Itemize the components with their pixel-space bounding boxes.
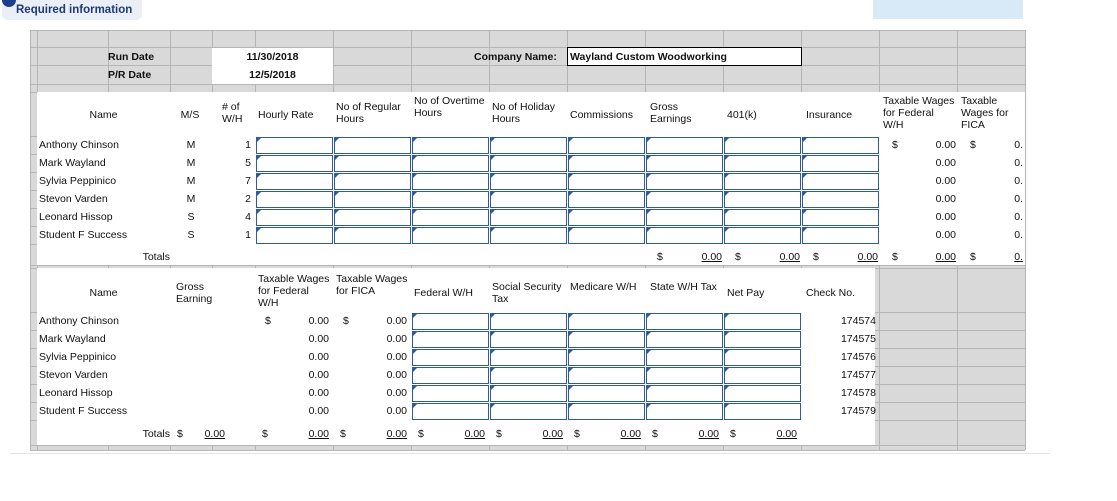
employee-name: Student F Success (39, 229, 128, 241)
input-overtime-hours[interactable] (412, 209, 489, 226)
t2-total-social: 0.00 (542, 428, 563, 440)
t1-total-insurance-currency: $ (813, 251, 819, 263)
grid-row-line (30, 65, 1025, 66)
input-401k[interactable] (724, 155, 801, 172)
input-hourly-rate[interactable] (256, 155, 333, 172)
input-holiday-hours[interactable] (490, 173, 567, 190)
marital-status: M (186, 139, 196, 151)
input-state-wh-tax[interactable] (646, 313, 723, 330)
input-state-wh-tax[interactable] (646, 367, 723, 384)
taxable-federal-value: 0.00 (935, 139, 956, 151)
t2-total-tax_fed-currency: $ (262, 428, 268, 440)
input-social-security-tax[interactable] (490, 349, 567, 366)
input-insurance[interactable] (802, 191, 879, 208)
input-insurance[interactable] (802, 173, 879, 190)
input-federal-wh[interactable] (412, 403, 489, 420)
t2-total-gross-currency: $ (177, 428, 183, 440)
grid-row-line (30, 450, 1025, 451)
employee-name: Stevon Varden (39, 369, 108, 381)
input-federal-wh[interactable] (412, 349, 489, 366)
grid-row-line (30, 47, 1025, 48)
input-state-wh-tax[interactable] (646, 385, 723, 402)
t2-header-taxable-fica: Taxable Wages for FICA (336, 273, 408, 297)
company-name-value: Wayland Custom Woodworking (570, 51, 727, 63)
employee-name: Stevon Varden (39, 193, 108, 205)
t1-total-taxfica-currency: $ (970, 251, 976, 263)
input-gross-earnings[interactable] (646, 227, 723, 244)
employee-name: Sylvia Peppinico (39, 175, 117, 187)
marital-status: M (186, 175, 196, 187)
input-social-security-tax[interactable] (490, 367, 567, 384)
t1-header-holiday: No of Holiday Hours (492, 101, 556, 125)
t1-total-gross: 0.00 (701, 251, 722, 263)
check-number: 174576 (840, 351, 876, 363)
marital-status: M (186, 157, 196, 169)
input-regular-hours[interactable] (334, 209, 411, 226)
input-holiday-hours[interactable] (490, 191, 567, 208)
input-social-security-tax[interactable] (490, 331, 567, 348)
check-number: 174577 (840, 369, 876, 381)
input-overtime-hours[interactable] (412, 155, 489, 172)
input-regular-hours[interactable] (334, 173, 411, 190)
input-gross-earnings[interactable] (646, 191, 723, 208)
input-net-pay[interactable] (724, 331, 801, 348)
t2-header-social: Social Security Tax (492, 281, 562, 305)
employee-name: Leonard Hissop (39, 211, 113, 223)
taxable-federal-value: 0.00 (935, 157, 956, 169)
taxable-fica-value: 0. (1014, 211, 1023, 223)
withholding-count: 1 (245, 139, 251, 151)
t1-header-commissions: Commissions (570, 109, 634, 121)
t2-header-check: Check No. (806, 287, 856, 299)
taxable-fica-value: 0. (1014, 139, 1023, 151)
employee-name: Anthony Chinson (39, 139, 119, 151)
t2-header-medicare: Medicare W/H (570, 281, 637, 293)
taxable-fica-value: 0.00 (386, 315, 407, 327)
taxable-fica-value: 0.00 (386, 369, 407, 381)
input-insurance[interactable] (802, 155, 879, 172)
t2-total-state-currency: $ (652, 428, 658, 440)
t2-totals-label: Totals (142, 428, 170, 440)
taxable-fica-value: 0. (1014, 193, 1023, 205)
input-social-security-tax[interactable] (490, 403, 567, 420)
taxable-federal-value: 0.00 (935, 211, 956, 223)
taxable-fica-value: 0.00 (386, 351, 407, 363)
grid-col-line (30, 30, 31, 450)
input-medicare-wh[interactable] (568, 367, 645, 384)
employee-name: Leonard Hissop (39, 387, 113, 399)
t1-total-taxfed-currency: $ (892, 251, 898, 263)
required-information-badge (2, 0, 142, 20)
t2-total-state: 0.00 (698, 428, 719, 440)
taxable-federal-value: 0.00 (935, 193, 956, 205)
taxable-fica-value: 0. (1014, 157, 1023, 169)
t1-taxfica-currency: $ (970, 139, 976, 151)
input-federal-wh[interactable] (412, 385, 489, 402)
t2-total-federal: 0.00 (464, 428, 485, 440)
input-hourly-rate[interactable] (256, 209, 333, 226)
marital-status: S (187, 211, 195, 223)
t1-header-gross: Gross Earnings (650, 101, 692, 125)
t2-total-medicare-currency: $ (574, 428, 580, 440)
payroll-worksheet (30, 30, 1025, 450)
taxable-federal-value: 0.00 (308, 315, 329, 327)
employee-name: Sylvia Peppinico (39, 351, 117, 363)
input-commissions[interactable] (568, 209, 645, 226)
taxable-fica-value: 0. (1014, 175, 1023, 187)
check-number: 174579 (840, 405, 876, 417)
run-date-label: Run Date (108, 51, 155, 63)
taxable-federal-value: 0.00 (935, 229, 956, 241)
input-medicare-wh[interactable] (568, 331, 645, 348)
marital-status: M (186, 193, 196, 205)
input-gross-earnings[interactable] (646, 173, 723, 190)
input-gross-earnings[interactable] (646, 137, 723, 154)
input-regular-hours[interactable] (334, 155, 411, 172)
taxable-federal-value: 0.00 (308, 333, 329, 345)
t1-header-insurance: Insurance (806, 109, 853, 121)
input-medicare-wh[interactable] (568, 313, 645, 330)
input-regular-hours[interactable] (334, 137, 411, 154)
pr-date-value: 12/5/2018 (249, 69, 296, 81)
t1-header-401k: 401(k) (727, 109, 757, 121)
t1-totals-label: Totals (142, 251, 170, 263)
t2-header-name: Name (89, 287, 118, 299)
input-401k[interactable] (724, 191, 801, 208)
t2-header-taxable-federal: Taxable Wages for Federal W/H (258, 273, 330, 309)
input-regular-hours[interactable] (334, 191, 411, 208)
input-overtime-hours[interactable] (412, 173, 489, 190)
grid-row-line (30, 445, 1025, 446)
input-state-wh-tax[interactable] (646, 403, 723, 420)
withholding-count: 5 (245, 157, 251, 169)
input-social-security-tax[interactable] (490, 385, 567, 402)
grid-row-line (30, 265, 1025, 266)
input-hourly-rate[interactable] (256, 173, 333, 190)
input-net-pay[interactable] (724, 367, 801, 384)
t2-total-net-currency: $ (730, 428, 736, 440)
marital-status: S (187, 229, 195, 241)
input-net-pay[interactable] (724, 349, 801, 366)
t1-header-name: Name (89, 109, 118, 121)
input-medicare-wh[interactable] (568, 349, 645, 366)
t1-header-hourly: Hourly Rate (258, 109, 314, 121)
input-commissions[interactable] (568, 155, 645, 172)
run-date-value: 11/30/2018 (246, 51, 299, 63)
input-holiday-hours[interactable] (490, 227, 567, 244)
t1-total-gross-currency: $ (657, 251, 663, 263)
input-insurance[interactable] (802, 209, 879, 226)
employee-name: Anthony Chinson (39, 315, 119, 327)
input-gross-earnings[interactable] (646, 155, 723, 172)
withholding-count: 4 (245, 211, 251, 223)
t2-total-net: 0.00 (776, 428, 797, 440)
t2-header-federal: Federal W/H (414, 287, 473, 299)
taxable-federal-value: 0.00 (308, 369, 329, 381)
check-number: 174575 (840, 333, 876, 345)
t1-total-401k-currency: $ (735, 251, 741, 263)
input-insurance[interactable] (802, 227, 879, 244)
t1-total-401k: 0.00 (779, 251, 800, 263)
input-commissions[interactable] (568, 227, 645, 244)
t1-total-taxfed: 0.00 (935, 251, 956, 263)
t1-header-taxable-fica: Taxable Wages for FICA (961, 95, 1009, 131)
input-medicare-wh[interactable] (568, 403, 645, 420)
input-401k[interactable] (724, 173, 801, 190)
check-number: 174574 (840, 315, 876, 327)
input-regular-hours[interactable] (334, 227, 411, 244)
divider (10, 453, 1050, 454)
input-federal-wh[interactable] (412, 367, 489, 384)
t2-total-medicare: 0.00 (620, 428, 641, 440)
t2-header-net: Net Pay (727, 287, 765, 299)
input-holiday-hours[interactable] (490, 155, 567, 172)
t2-total-federal-currency: $ (418, 428, 424, 440)
company-name-label: Company Name: (474, 51, 557, 63)
employee-name: Student F Success (39, 405, 128, 417)
input-401k[interactable] (724, 137, 801, 154)
top-bar (0, 0, 873, 30)
input-overtime-hours[interactable] (412, 137, 489, 154)
t2-taxfica-currency: $ (343, 315, 349, 327)
withholding-count: 2 (245, 193, 251, 205)
taxable-federal-value: 0.00 (308, 351, 329, 363)
input-net-pay[interactable] (724, 385, 801, 402)
t2-header-gross: Gross Earning (176, 281, 213, 305)
taxable-fica-value: 0.00 (386, 333, 407, 345)
t2-total-social-currency: $ (496, 428, 502, 440)
input-commissions[interactable] (568, 173, 645, 190)
t1-header-overtime: No of Overtime Hours (414, 95, 485, 119)
check-number: 174578 (840, 387, 876, 399)
input-net-pay[interactable] (724, 313, 801, 330)
input-social-security-tax[interactable] (490, 313, 567, 330)
taxable-federal-value: 0.00 (308, 387, 329, 399)
taxable-federal-value: 0.00 (935, 175, 956, 187)
input-hourly-rate[interactable] (256, 227, 333, 244)
grid-row-line (30, 30, 1025, 31)
grid-row-line (30, 84, 1025, 85)
taxable-fica-value: 0.00 (386, 387, 407, 399)
input-holiday-hours[interactable] (490, 209, 567, 226)
input-hourly-rate[interactable] (256, 137, 333, 154)
input-medicare-wh[interactable] (568, 385, 645, 402)
taxable-fica-value: 0. (1014, 229, 1023, 241)
taxable-federal-value: 0.00 (308, 405, 329, 417)
t1-header-regular: No of Regular Hours (336, 101, 401, 125)
input-401k[interactable] (724, 227, 801, 244)
input-federal-wh[interactable] (412, 331, 489, 348)
t1-taxfed-currency: $ (892, 139, 898, 151)
top-right-panel (873, 0, 1023, 19)
t1-header-taxable-federal: Taxable Wages for Federal W/H (883, 95, 955, 131)
input-hourly-rate[interactable] (256, 191, 333, 208)
input-holiday-hours[interactable] (490, 137, 567, 154)
required-information-label: Required information (16, 4, 133, 16)
t2-total-tax_fed: 0.00 (308, 428, 329, 440)
t1-total-insurance: 0.00 (857, 251, 878, 263)
input-commissions[interactable] (568, 191, 645, 208)
employee-name: Mark Wayland (39, 157, 106, 169)
input-net-pay[interactable] (724, 403, 801, 420)
t2-total-gross: 0.00 (204, 428, 225, 440)
t1-header-wh: # of W/H (222, 101, 243, 125)
t2-taxfed-currency: $ (265, 315, 271, 327)
withholding-count: 1 (245, 229, 251, 241)
t2-total-tax_fica: 0.00 (386, 428, 407, 440)
t2-header-state: State W/H Tax (650, 281, 717, 293)
t1-total-taxfica: 0. (1014, 251, 1023, 263)
input-insurance[interactable] (802, 137, 879, 154)
input-overtime-hours[interactable] (412, 191, 489, 208)
input-state-wh-tax[interactable] (646, 331, 723, 348)
grid-col-line (1025, 30, 1026, 450)
employee-name: Mark Wayland (39, 333, 106, 345)
input-gross-earnings[interactable] (646, 209, 723, 226)
taxable-fica-value: 0.00 (386, 405, 407, 417)
input-commissions[interactable] (568, 137, 645, 154)
pr-date-label: P/R Date (108, 69, 152, 81)
input-state-wh-tax[interactable] (646, 349, 723, 366)
input-401k[interactable] (724, 209, 801, 226)
input-federal-wh[interactable] (412, 313, 489, 330)
t1-header-ms: M/S (180, 109, 200, 121)
t2-total-tax_fica-currency: $ (340, 428, 346, 440)
input-overtime-hours[interactable] (412, 227, 489, 244)
withholding-count: 7 (245, 175, 251, 187)
